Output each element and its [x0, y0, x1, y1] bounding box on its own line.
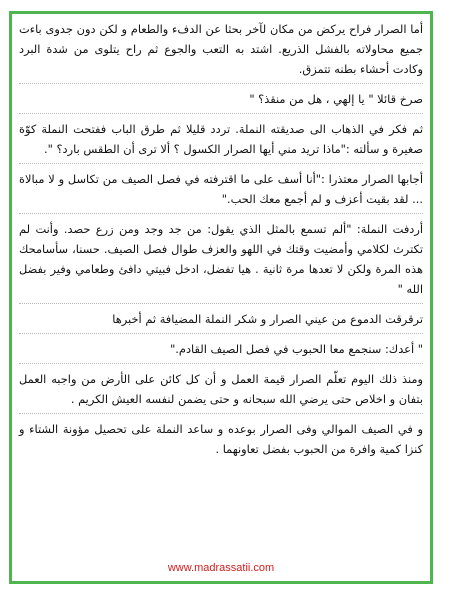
story-paragraph-3: ثم فكر في الذهاب الى صديقته النملة. تردد قليلا ثم طرق الباب ففتحت النملة كوّة صغيرة و سألته :"ماذا تريد مني أيها الصرار الكسول ؟ ألا ترى أن الطقس بارد؟ ". [19, 114, 423, 164]
story-paragraph-4: أجابها الصرار معتذرا :"أنا أسف على ما اقترفته في فصل الصيف من تكاسل و لا مبالاة ... لقد بقيت أعزف و لم أجمع معك الحب." [19, 164, 423, 214]
story-paragraph-8: ومنذ ذلك اليوم تعلّم الصرار قيمة العمل و أن كل كائن على الأرض من واجبه العمل بتفان و اخلاص حتى يرضي الله سبحانه و حتى يضمن لنفسه العيش الكريم . [19, 364, 423, 414]
story-paragraph-7: " أعدك: سنجمع معا الحبوب في فصل الصيف القادم." [19, 334, 423, 364]
story-paragraph-6: ترقرقت الدموع من عيني الصرار و شكر النملة المضيافة ثم أخبرها [19, 304, 423, 334]
story-paragraph-1: أما الصرار فراح يركض من مكان لآخر بحثا عن الدفء والطعام و لكن دون جدوى باءت جميع محاولاته بالفشل الذريع. اشتد به التعب والجوع ثم راح يتلوى من شدة البرد وكادت أحشاء بطنه تتمزق. [19, 14, 423, 84]
story-text [12, 14, 430, 463]
story-page [9, 11, 433, 584]
website-footer[interactable]: www.madrassatii.com [167, 562, 275, 574]
story-paragraph-5: أردفت النملة: "ألم تسمع بالمثل الذي يقول: من جد وجد ومن زرع حصد. وأنت لم تكترث لكلامي وأمضيت وقتك في اللهو والعزف طوال فصل الصيف. حسنا، سأسامحك هذه المرة ولكن لا تعدها مرة ثانية . هيا تفضل، ادخل فبيتي دافئ وطعامي وفير بفضل الله " [19, 214, 423, 304]
story-paragraph-2: صرخ قائلا " يا إلهي ، هل من منقذ؟ " [19, 84, 423, 114]
story-paragraph-9: و في الصيف الموالي وفى الصرار بوعده و ساعد النملة على تحصيل مؤونة الشتاء و كنزا كمية وافرة من الحبوب بفضل تعاونهما . [19, 422, 423, 456]
